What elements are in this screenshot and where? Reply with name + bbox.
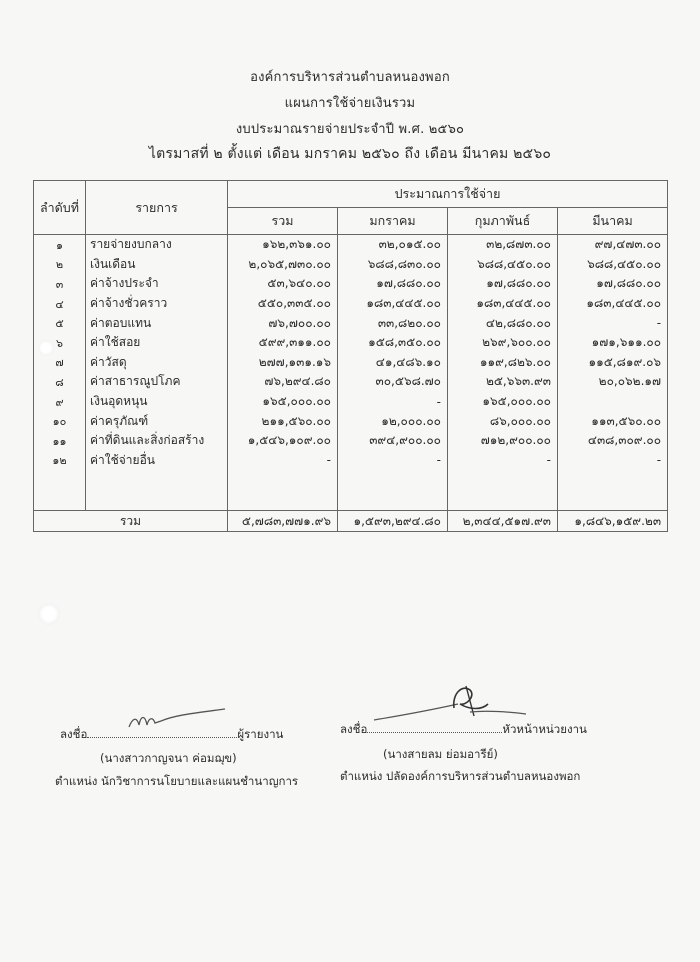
table-row [34,313,668,333]
row-no: ๑ [34,235,86,255]
row-total: ๕๓,๖๔๐.๐๐ [228,274,338,294]
row-total: ๕๕๐,๓๓๕.๐๐ [228,294,338,314]
table-row [34,431,668,451]
row-february: ๑๘๓,๔๔๕.๐๐ [448,294,558,314]
row-total: ๗๖,๒๙๔.๘๐ [228,372,338,392]
right-handwritten-signature [370,680,530,730]
row-no: ๒ [34,255,86,275]
header-estimate-group: ประมาณการใช้จ่าย [228,181,668,208]
row-item: ค่าใช้สอย [86,333,228,353]
row-march: ๑๑๓,๕๖๐.๐๐ [558,411,668,431]
row-march: ๙๗,๔๗๓.๐๐ [558,235,668,255]
table-row [34,255,668,275]
row-no: ๖ [34,333,86,353]
row-item: ค่าจ้างประจำ [86,274,228,294]
right-signer-position: ตำแหน่ง ปลัดองค์การบริหารส่วนตำบลหนองพอก [340,769,581,783]
row-march: ๒๐,๐๖๒.๑๗ [558,372,668,392]
document-title: แผนการใช้จ่ายเงินรวม [284,96,416,111]
row-total: ๑๖๕,๐๐๐.๐๐ [228,392,338,412]
punch-hole [38,340,54,356]
row-january: ๑๗,๘๘๐.๐๐ [338,274,448,294]
row-march: ๑๗,๘๘๐.๐๐ [558,274,668,294]
header-february: กุมภาพันธ์ [448,208,558,235]
header-no: ลำดับที่ [34,181,86,235]
row-item: เงินเดือน [86,255,228,275]
row-march [558,392,668,412]
row-january: ๓๓,๘๒๐.๐๐ [338,313,448,333]
quarter-period: ไตรมาสที่ ๒ ตั้งแต่ เดือน มกราคม ๒๕๖๐ ถึง เดือน มีนาคม ๒๕๖๐ [148,146,552,162]
row-no: ๕ [34,313,86,333]
header-march: มีนาคม [558,208,668,235]
row-item: ค่าใช้จ่ายอื่น [86,451,228,471]
header-total: รวม [228,208,338,235]
table-blank-row [34,470,668,511]
total-label: รวม [34,511,228,532]
row-january: ๔๑,๔๘๖.๑๐ [338,353,448,373]
left-signer-name: (นางสาวกาญจนา ค่อมฌุข) [100,751,237,765]
row-march: ๖๘๘,๔๕๐.๐๐ [558,255,668,275]
row-no: ๓ [34,274,86,294]
row-february: ๘๖,๐๐๐.๐๐ [448,411,558,431]
row-no: ๘ [34,372,86,392]
row-no: ๑๒ [34,451,86,471]
budget-table [33,180,668,532]
row-total: ๒๗๗,๑๓๑.๑๖ [228,353,338,373]
total-march: ๑,๘๔๖,๑๕๙.๒๓ [558,511,668,532]
row-total: ๒,๐๖๕,๗๓๐.๐๐ [228,255,338,275]
row-item: เงินอุดหนุน [86,392,228,412]
row-total: - [228,451,338,471]
row-february: - [448,451,558,471]
row-total: ๑๖๒,๓๖๑.๐๐ [228,235,338,255]
row-march: - [558,451,668,471]
row-march: ๑๗๑,๖๑๑.๐๐ [558,333,668,353]
row-february: ๑๖๕,๐๐๐.๐๐ [448,392,558,412]
row-march: ๑๘๓,๔๔๕.๐๐ [558,294,668,314]
table-row [34,294,668,314]
row-no: ๗ [34,353,86,373]
row-february: ๓๒,๘๗๓.๐๐ [448,235,558,255]
row-january: ๓๒,๐๑๕.๐๐ [338,235,448,255]
row-february: ๖๘๘,๔๕๐.๐๐ [448,255,558,275]
row-item: ค่าจ้างชั่วคราว [86,294,228,314]
row-item: ค่าที่ดินและสิ่งก่อสร้าง [86,431,228,451]
table-row [34,392,668,412]
table-row [34,451,668,471]
table-row [34,411,668,431]
header-january: มกราคม [338,208,448,235]
row-no: ๔ [34,294,86,314]
table-row [34,372,668,392]
row-item: รายจ่ายงบกลาง [86,235,228,255]
left-sign-prefix: ลงชื่อ [60,727,88,741]
row-total: ๒๑๑,๕๖๐.๐๐ [228,411,338,431]
row-january: ๑๕๘,๓๕๐.๐๐ [338,333,448,353]
row-february: ๑๗,๘๘๐.๐๐ [448,274,558,294]
row-february: ๗๑๒,๙๐๐.๐๐ [448,431,558,451]
right-signer-name: (นางสายลม ย่อมอารีย์) [383,747,498,761]
total-january: ๑,๕๙๓,๒๙๔.๘๐ [338,511,448,532]
row-february: ๒๖๙,๖๐๐.๐๐ [448,333,558,353]
row-january: - [338,451,448,471]
header-item: รายการ [86,181,228,235]
budget-year: งบประมาณรายจ่ายประจำปี พ.ศ. ๒๕๖๐ [235,122,465,137]
right-sign-prefix: ลงชื่อ [340,722,368,736]
row-january: - [338,392,448,412]
row-january: ๖๘๘,๘๓๐.๐๐ [338,255,448,275]
left-signer-position: ตำแหน่ง นักวิชาการนโยบายและแผนชำนาญการ [55,774,299,788]
row-total: ๗๖,๗๐๐.๐๐ [228,313,338,333]
total-sum: ๕,๗๘๓,๗๗๑.๙๖ [228,511,338,532]
table-row [34,353,668,373]
row-january: ๑๘๓,๔๔๕.๐๐ [338,294,448,314]
row-item: ค่าสาธารณูปโภค [86,372,228,392]
row-january: ๓๐,๕๖๘.๗๐ [338,372,448,392]
left-handwritten-signature [125,705,235,735]
row-january: ๓๙๔,๙๐๐.๐๐ [338,431,448,451]
row-february: ๔๒,๘๘๐.๐๐ [448,313,558,333]
punch-hole [38,603,60,625]
row-item: ค่าตอบแทน [86,313,228,333]
row-february: ๒๕,๖๖๓.๙๓ [448,372,558,392]
left-sign-role: ผู้รายงาน [237,727,284,741]
row-no: ๙ [34,392,86,412]
table-total-row [34,511,668,532]
total-february: ๒,๓๔๔,๕๑๗.๙๓ [448,511,558,532]
table-row [34,333,668,353]
row-total: ๑,๕๔๖,๑๐๙.๐๐ [228,431,338,451]
row-march: - [558,313,668,333]
row-january: ๑๒,๐๐๐.๐๐ [338,411,448,431]
row-no: ๑๐ [34,411,86,431]
table-row [34,274,668,294]
row-march: ๑๑๕,๘๑๙.๐๖ [558,353,668,373]
row-march: ๔๓๘,๓๐๙.๐๐ [558,431,668,451]
row-item: ค่าครุภัณฑ์ [86,411,228,431]
row-item: ค่าวัสดุ [86,353,228,373]
row-february: ๑๑๙,๘๒๖.๐๐ [448,353,558,373]
right-sign-role: หัวหน้าหน่วยงาน [502,722,587,736]
row-no: ๑๑ [34,431,86,451]
table-row [34,235,668,255]
org-name: องค์การบริหารส่วนตำบลหนองพอก [250,70,450,85]
row-total: ๕๙๙,๓๑๑.๐๐ [228,333,338,353]
